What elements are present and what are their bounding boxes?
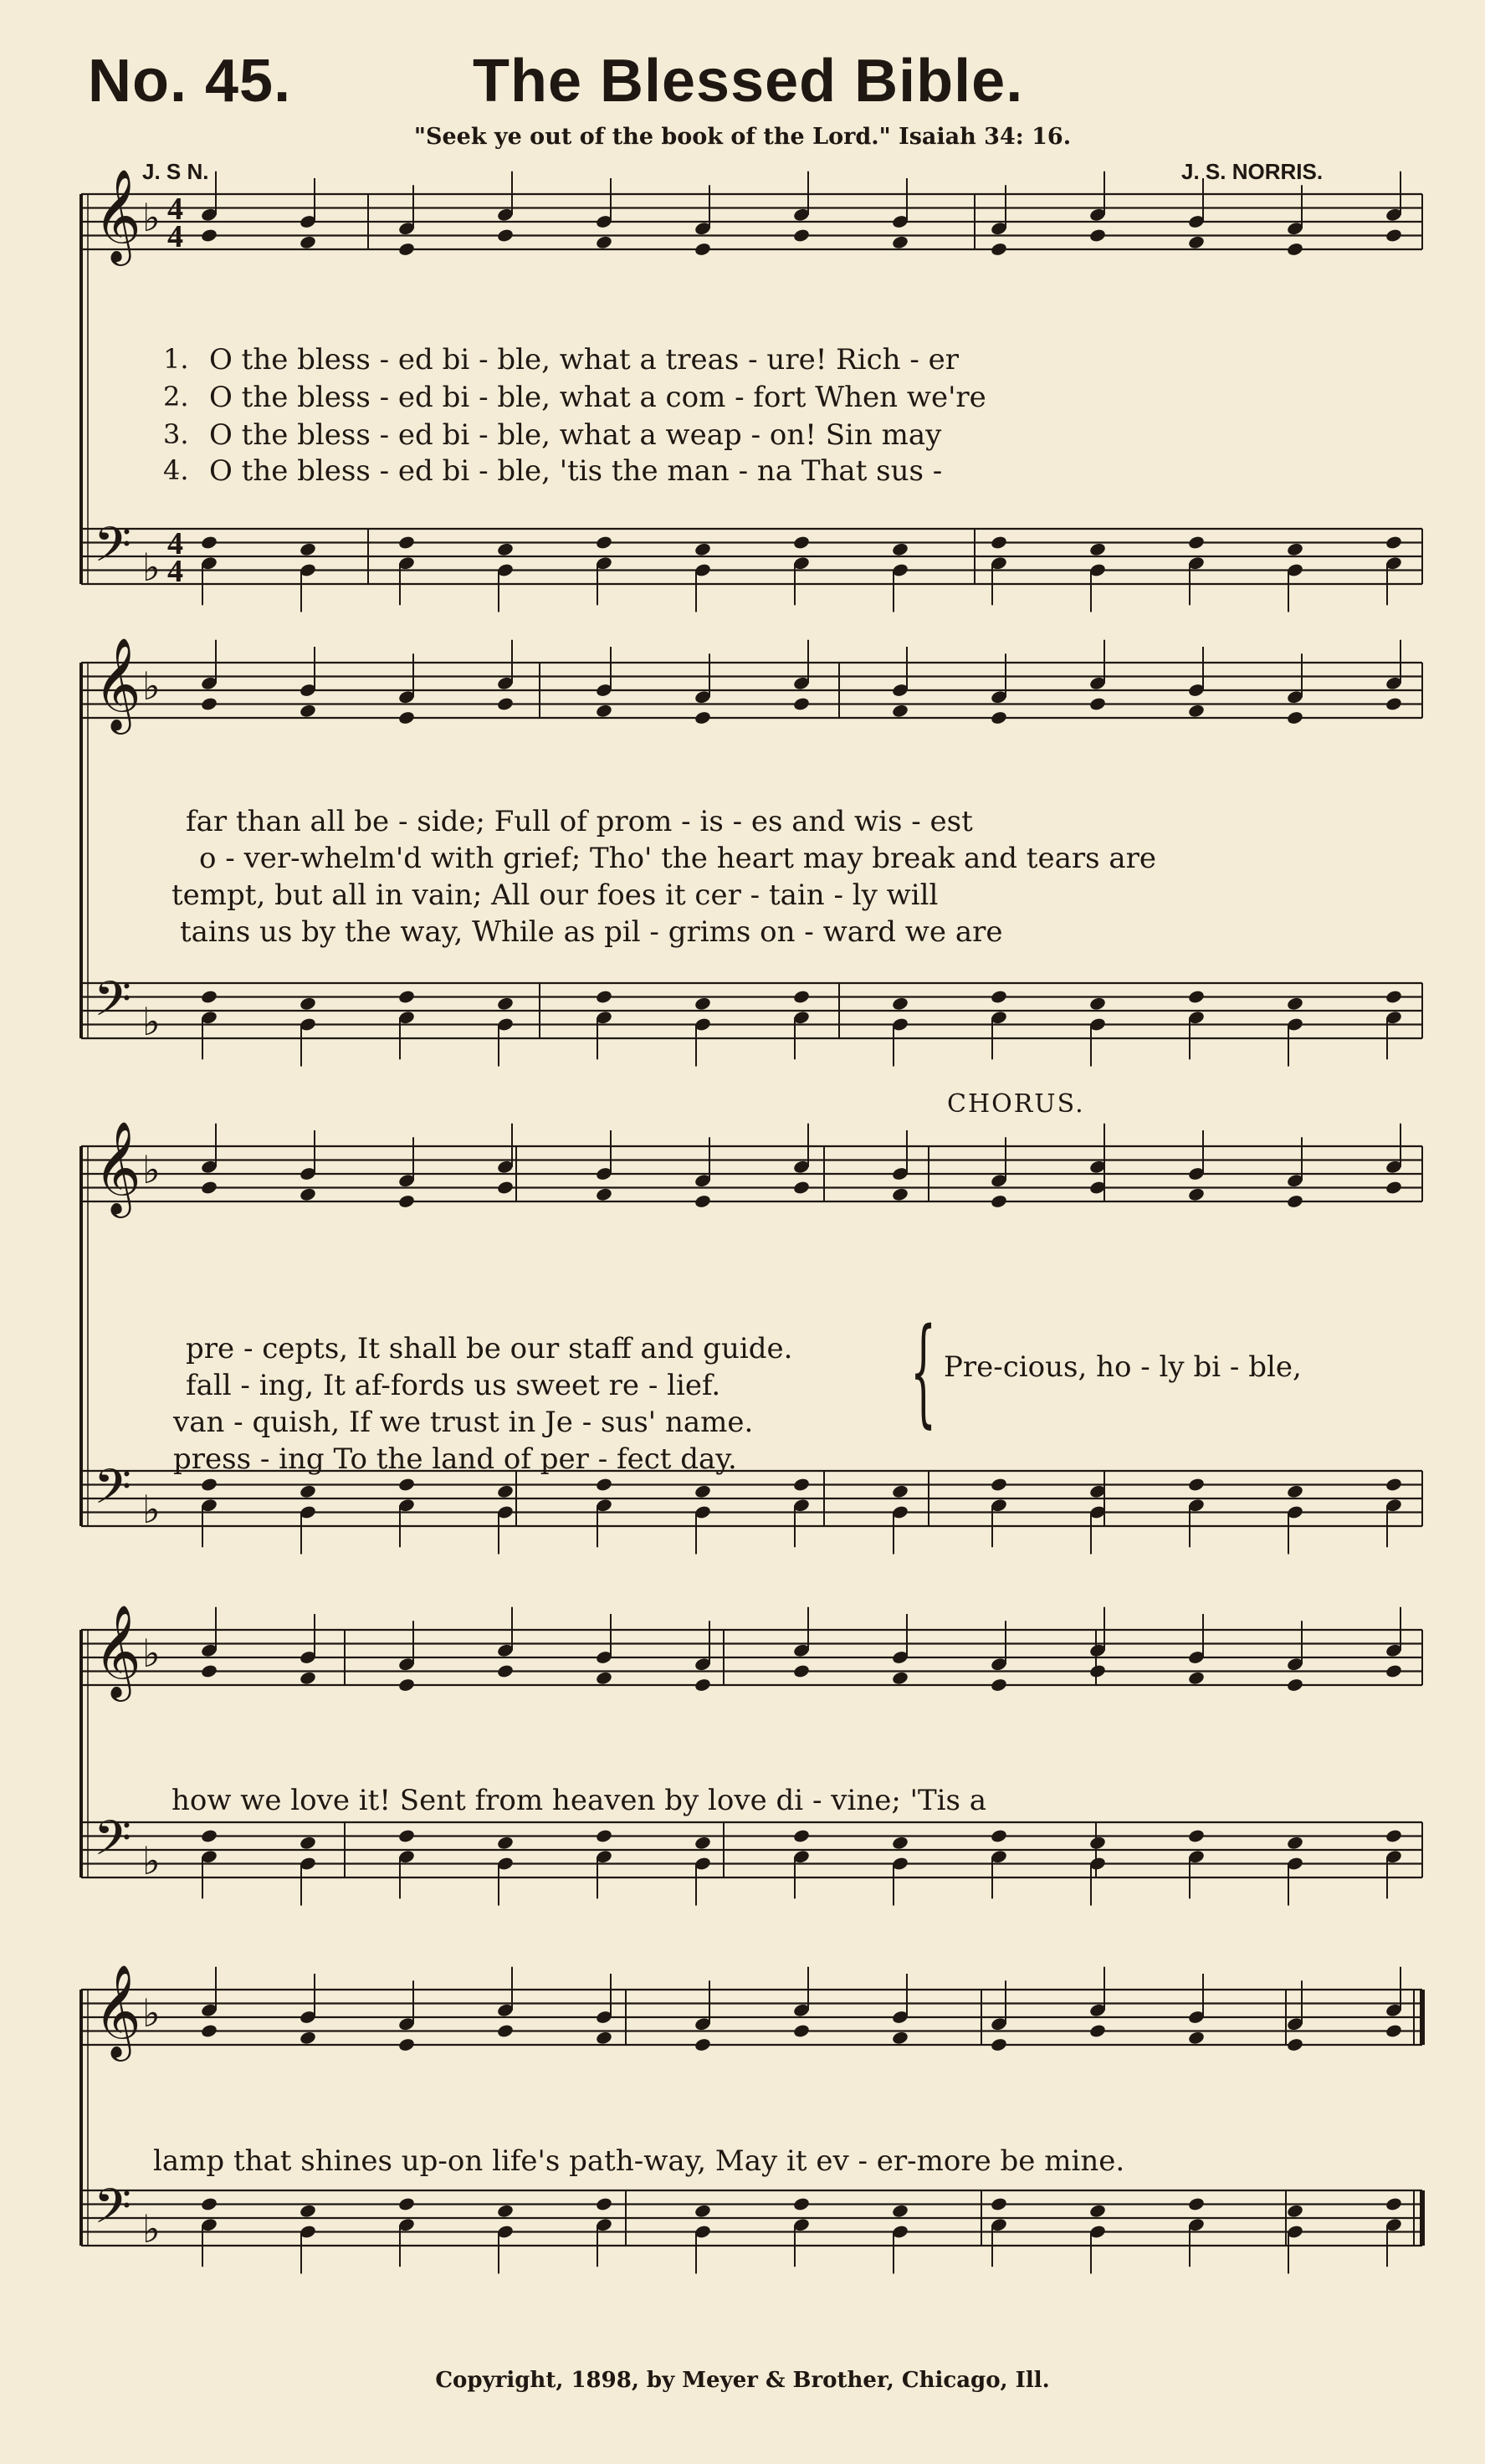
- note-head: [1088, 2023, 1106, 2038]
- note-head: [694, 1678, 711, 1693]
- note-head: [1286, 996, 1303, 1012]
- note-head: [792, 2023, 810, 2038]
- flat-icon: ♭: [142, 1487, 161, 1532]
- note-head: [200, 1663, 218, 1678]
- note-head: [200, 535, 218, 550]
- note-head: [595, 2196, 612, 2211]
- lyric-line: fall - ing, It af-fords us sweet re - lief.: [186, 1369, 721, 1402]
- bass-clef-icon: 𝄢: [94, 1458, 132, 1527]
- note-head: [1088, 996, 1106, 1012]
- note-head: [496, 2204, 514, 2219]
- flat-icon: ♭: [142, 2206, 161, 2251]
- flat-icon: ♭: [142, 545, 161, 590]
- note-head: [496, 1180, 514, 1195]
- note-head: [397, 2196, 415, 2211]
- verse-number: 4.: [163, 454, 189, 486]
- note-head: [1187, 1671, 1205, 1686]
- note-head: [1187, 1828, 1205, 1843]
- note-head: [397, 1828, 415, 1843]
- note-head: [792, 1477, 810, 1492]
- note-head: [891, 1671, 909, 1686]
- flat-icon: ♭: [142, 663, 161, 709]
- chorus-label: CHORUS.: [947, 1089, 1085, 1119]
- note-head: [1088, 696, 1106, 711]
- note-head: [1187, 1477, 1205, 1492]
- note-head: [1286, 1194, 1303, 1209]
- note-head: [595, 989, 612, 1004]
- note-head: [1187, 535, 1205, 550]
- note-head: [397, 989, 415, 1004]
- note-head: [891, 235, 909, 250]
- lyric-line: O the bless - ed bi - ble, what a com - fort When we're: [209, 381, 986, 414]
- note-head: [1385, 1477, 1402, 1492]
- note-head: [1187, 2031, 1205, 2046]
- note-head: [299, 1484, 316, 1499]
- note-head: [1385, 989, 1402, 1004]
- note-head: [694, 242, 711, 257]
- note-head: [496, 542, 514, 557]
- note-head: [1385, 1663, 1402, 1678]
- note-head: [694, 2204, 711, 2219]
- note-head: [1286, 1484, 1303, 1499]
- time-signature: 4: [167, 192, 183, 227]
- bass-clef-icon: 𝄢: [94, 971, 132, 1039]
- chorus-lyric: Pre-cious, ho - ly bi - ble,: [944, 1350, 1302, 1384]
- note-head: [1286, 242, 1303, 257]
- lyric-line: pre - cepts, It shall be our staff and guide.: [186, 1332, 793, 1365]
- note-head: [792, 1828, 810, 1843]
- note-head: [299, 235, 316, 250]
- note-head: [595, 1671, 612, 1686]
- note-head: [595, 1187, 612, 1202]
- note-head: [1187, 2196, 1205, 2211]
- note-head: [496, 2023, 514, 2038]
- lyric-line: lamp that shines up-on life's path-way, May it ev - er-more be mine.: [153, 2144, 1125, 2178]
- note-head: [200, 2196, 218, 2211]
- note-head: [1385, 1828, 1402, 1843]
- note-head: [792, 2196, 810, 2211]
- note-head: [891, 1484, 909, 1499]
- note-head: [990, 1477, 1007, 1492]
- note-head: [299, 1671, 316, 1686]
- flat-icon: ♭: [142, 1147, 161, 1192]
- note-head: [1286, 2037, 1303, 2052]
- note-head: [595, 235, 612, 250]
- words-credit: J. S N.: [142, 159, 209, 184]
- note-head: [299, 542, 316, 557]
- treble-clef-icon: 𝄞: [94, 1964, 141, 2057]
- note-head: [200, 228, 218, 243]
- note-head: [299, 704, 316, 719]
- note-head: [299, 1836, 316, 1851]
- note-head: [694, 1484, 711, 1499]
- note-head: [1088, 228, 1106, 243]
- note-head: [1385, 2023, 1402, 2038]
- note-head: [1187, 704, 1205, 719]
- note-head: [694, 1836, 711, 1851]
- flat-icon: ♭: [142, 195, 161, 240]
- note-head: [1286, 1836, 1303, 1851]
- verse-number: 2.: [163, 381, 189, 412]
- note-head: [792, 989, 810, 1004]
- lyric-line: O the bless - ed bi - ble, what a treas - ure! Rich - er: [209, 343, 960, 377]
- verse-number: 1.: [163, 343, 189, 375]
- note-head: [397, 1477, 415, 1492]
- note-head: [1088, 1836, 1106, 1851]
- note-head: [694, 1194, 711, 1209]
- verse-number: 3.: [163, 418, 189, 450]
- lyric-line: tempt, but all in vain; All our foes it cer - tain - ly will: [172, 879, 939, 912]
- note-head: [694, 710, 711, 725]
- note-head: [891, 542, 909, 557]
- treble-clef-icon: 𝄞: [94, 1604, 141, 1698]
- note-head: [891, 2204, 909, 2219]
- note-head: [1385, 696, 1402, 711]
- note-head: [1187, 989, 1205, 1004]
- note-head: [1088, 2204, 1106, 2219]
- note-head: [1286, 1678, 1303, 1693]
- note-head: [200, 1180, 218, 1195]
- note-head: [496, 696, 514, 711]
- lyric-line: far than all be - side; Full of prom - is - es and wis - est: [186, 805, 973, 838]
- time-signature: 4: [167, 526, 183, 561]
- bass-clef-icon: 𝄢: [94, 516, 132, 585]
- note-head: [990, 2196, 1007, 2211]
- note-head: [595, 2031, 612, 2046]
- note-head: [891, 1187, 909, 1202]
- note-head: [299, 1187, 316, 1202]
- note-head: [990, 1194, 1007, 1209]
- note-head: [990, 1828, 1007, 1843]
- flat-icon: ♭: [142, 1990, 161, 2036]
- note-head: [397, 535, 415, 550]
- time-signature: 4: [167, 554, 183, 589]
- note-head: [200, 1828, 218, 1843]
- note-head: [496, 996, 514, 1012]
- note-head: [990, 710, 1007, 725]
- lyric-line: van - quish, If we trust in Je - sus' name.: [173, 1406, 754, 1439]
- bass-clef-icon: 𝄢: [94, 1810, 132, 1878]
- lyric-line: how we love it! Sent from heaven by love di - vine; 'Tis a: [172, 1784, 987, 1817]
- note-head: [792, 696, 810, 711]
- note-head: [496, 1663, 514, 1678]
- flat-icon: ♭: [142, 999, 161, 1044]
- note-head: [990, 1678, 1007, 1693]
- note-head: [1187, 1187, 1205, 1202]
- note-head: [595, 1828, 612, 1843]
- note-head: [694, 542, 711, 557]
- note-head: [990, 535, 1007, 550]
- note-head: [595, 535, 612, 550]
- treble-clef-icon: 𝄞: [94, 1120, 141, 1214]
- note-head: [496, 228, 514, 243]
- treble-clef-icon: 𝄞: [94, 168, 141, 262]
- note-head: [792, 535, 810, 550]
- lyric-line: tains us by the way, While as pil - grims on - ward we are: [180, 915, 1003, 949]
- note-head: [1286, 542, 1303, 557]
- note-head: [1187, 235, 1205, 250]
- lyric-line: o - ver-whelm'd with grief; Tho' the heart may break and tears are: [199, 842, 1156, 875]
- note-head: [299, 2204, 316, 2219]
- treble-clef-icon: 𝄞: [94, 637, 141, 730]
- note-head: [694, 996, 711, 1012]
- note-head: [397, 710, 415, 725]
- note-head: [1088, 1663, 1106, 1678]
- note-head: [990, 989, 1007, 1004]
- note-head: [792, 1663, 810, 1678]
- flat-icon: ♭: [142, 1838, 161, 1883]
- note-head: [1385, 228, 1402, 243]
- note-head: [496, 1484, 514, 1499]
- note-head: [792, 1180, 810, 1195]
- music-credit: J. S. NORRIS.: [1181, 159, 1324, 184]
- note-head: [1385, 2196, 1402, 2211]
- verse-brace: {: [910, 1304, 937, 1440]
- note-head: [397, 1678, 415, 1693]
- note-head: [496, 1836, 514, 1851]
- note-head: [990, 242, 1007, 257]
- note-head: [891, 704, 909, 719]
- note-head: [1286, 2204, 1303, 2219]
- note-head: [1385, 1180, 1402, 1195]
- note-head: [1286, 710, 1303, 725]
- lyric-line: O the bless - ed bi - ble, 'tis the man - na That sus -: [209, 454, 943, 488]
- note-head: [397, 2037, 415, 2052]
- note-head: [792, 228, 810, 243]
- note-head: [299, 2031, 316, 2046]
- hymn-number: No. 45.: [88, 48, 292, 115]
- note-head: [595, 1477, 612, 1492]
- note-head: [397, 242, 415, 257]
- copyright: Copyright, 1898, by Meyer & Brother, Chicago, Ill.: [435, 2368, 1050, 2393]
- lyric-line: O the bless - ed bi - ble, what a weap - on! Sin may: [209, 418, 942, 452]
- epigraph: "Seek ye out of the book of the Lord." Isaiah 34: 16.: [413, 124, 1072, 150]
- note-head: [694, 2037, 711, 2052]
- hymn-title: The Blessed Bible.: [473, 48, 1024, 115]
- flat-icon: ♭: [142, 1631, 161, 1676]
- note-head: [1088, 542, 1106, 557]
- lyric-line: press - ing To the land of per - fect day.: [173, 1442, 737, 1476]
- note-head: [891, 996, 909, 1012]
- time-signature: 4: [167, 219, 183, 254]
- note-head: [1385, 535, 1402, 550]
- note-head: [200, 989, 218, 1004]
- note-head: [990, 2037, 1007, 2052]
- bass-clef-icon: 𝄢: [94, 2178, 132, 2246]
- note-head: [200, 696, 218, 711]
- note-head: [200, 2023, 218, 2038]
- note-head: [595, 704, 612, 719]
- note-head: [299, 996, 316, 1012]
- note-head: [200, 1477, 218, 1492]
- note-head: [891, 2031, 909, 2046]
- note-head: [397, 1194, 415, 1209]
- note-head: [891, 1836, 909, 1851]
